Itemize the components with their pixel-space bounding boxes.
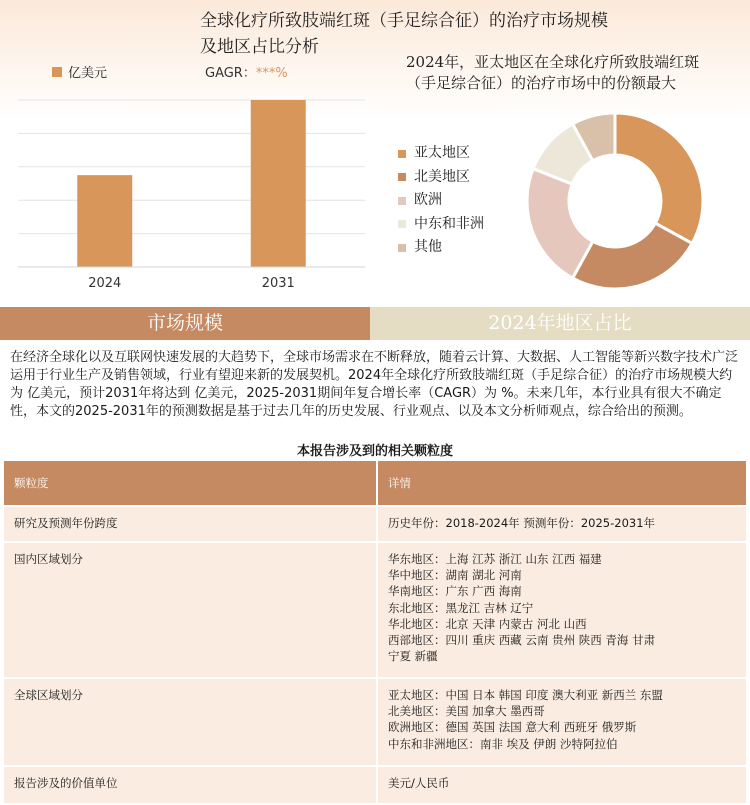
table-row	[3, 766, 747, 804]
row-label: 国内区域划分	[3, 542, 377, 678]
pie-legend-label: 欧洲	[414, 192, 442, 208]
detail-line: 中东和非洲地区：南非 埃及 伊朗 沙特阿拉伯	[388, 736, 618, 751]
row-detail	[377, 542, 747, 678]
bar-2024	[77, 175, 132, 267]
pie-legend-label: 其他	[414, 239, 442, 255]
table-row	[3, 542, 747, 678]
pie-legend	[398, 142, 484, 260]
pie-chart-title: 2024年，亚太地区在全球化疗所致肢端红斑（手足综合征）的治疗市场中的份额最大	[406, 53, 700, 92]
detail-line: 北美地区：美国 加拿大 墨西哥	[388, 704, 545, 719]
table-header-granularity: 颗粒度	[3, 460, 377, 506]
pie-legend-item	[398, 142, 484, 166]
table-title: 本报告涉及到的相关颗粒度	[296, 444, 453, 459]
pie-legend-item	[398, 213, 484, 237]
pie-legend-label: 中东和非洲	[414, 215, 484, 232]
row-label: 报告涉及的价值单位	[3, 766, 377, 804]
detail-line: 东北地区：黑龙江 吉林 辽宁	[388, 600, 534, 615]
donut-chart	[520, 106, 710, 296]
table-header-row	[3, 460, 747, 506]
pie-legend-item	[398, 236, 484, 260]
legend-swatch	[398, 197, 406, 205]
donut-slice-2	[573, 223, 693, 289]
detail-line: 亚太地区：中国 日本 韩国 印度 澳大利亚 新西兰 东盟	[388, 688, 663, 702]
x-tick-label: 2024	[88, 276, 122, 291]
bar-2031	[251, 100, 306, 267]
table-row	[3, 678, 747, 766]
row-detail	[377, 766, 747, 804]
detail-line: 华东地区：上海 江苏 浙江 山东 江西 福建	[388, 552, 602, 566]
bar-legend-label: 亿美元	[68, 66, 108, 81]
row-detail	[377, 506, 747, 542]
detail-line: 欧洲地区：德国 英国 法国 意大利 西班牙 俄罗斯	[388, 720, 637, 735]
detail-line: 历史年份：2018-2024年 预测年份：2025-2031年	[388, 516, 656, 530]
row-detail	[377, 678, 747, 766]
section-region-share: 2024年地区占比	[370, 307, 750, 340]
detail-line: 美元/人民币	[388, 776, 450, 790]
detail-line: 宁夏 新疆	[388, 649, 438, 664]
pie-legend-label: 亚太地区	[414, 145, 470, 161]
legend-swatch	[398, 173, 406, 181]
row-label: 研究及预测年份跨度	[3, 506, 377, 542]
pie-legend-item	[398, 166, 484, 190]
page-title: 全球化疗所致肢端红斑（手足综合征）的治疗市场规模及地区占比分析	[200, 11, 608, 57]
x-tick-label: 2031	[261, 276, 295, 291]
table-row	[3, 506, 747, 542]
row-label: 全球区域划分	[3, 678, 377, 766]
granularity-table	[2, 459, 748, 805]
legend-swatch	[52, 67, 62, 77]
cagr-value: ***%	[255, 66, 288, 81]
cagr-prefix: GAGR：	[205, 66, 256, 81]
table-header-detail: 详情	[377, 460, 747, 506]
bar-legend	[52, 62, 107, 81]
detail-line: 华中地区：湖南 湖北 河南	[388, 568, 522, 583]
detail-line: 西部地区：四川 重庆 西藏 云南 贵州 陕西 青海 甘肃	[388, 633, 656, 648]
pie-legend-label: 北美地区	[414, 168, 470, 185]
legend-swatch	[398, 220, 406, 228]
detail-line: 华南地区：广东 广西 海南	[388, 584, 522, 599]
intro-paragraph: 在经济全球化以及互联网快速发展的大趋势下，全球市场需求在不断释放，随着云计算、大数据、人工智能等新兴数字技术广泛运用于行业生产及销售领域，行业有望迎来新的发展契机。2024年全球化疗所致肢端红斑（手足综合征）的治疗市场规模大约为 亿美元，预计2031年将达到 亿美元，2025-2031期间年复合增长率（CAGR）为 %。未来几年，本行业具有很大不确定性，本文的2025-2031年的预测数据是基于过去几年的历史发展、行业观点、以及本文分析师观点，综合给出的预测。	[10, 350, 739, 419]
pie-legend-item	[398, 189, 484, 213]
detail-line: 华北地区：北京 天津 内蒙古 河北 山西	[388, 616, 587, 631]
section-market-size: 市场规模	[0, 307, 370, 340]
bar-chart	[0, 80, 370, 300]
cagr-label	[205, 62, 288, 81]
legend-swatch	[398, 150, 406, 158]
donut-slice-3	[527, 169, 593, 279]
legend-swatch	[398, 244, 406, 252]
